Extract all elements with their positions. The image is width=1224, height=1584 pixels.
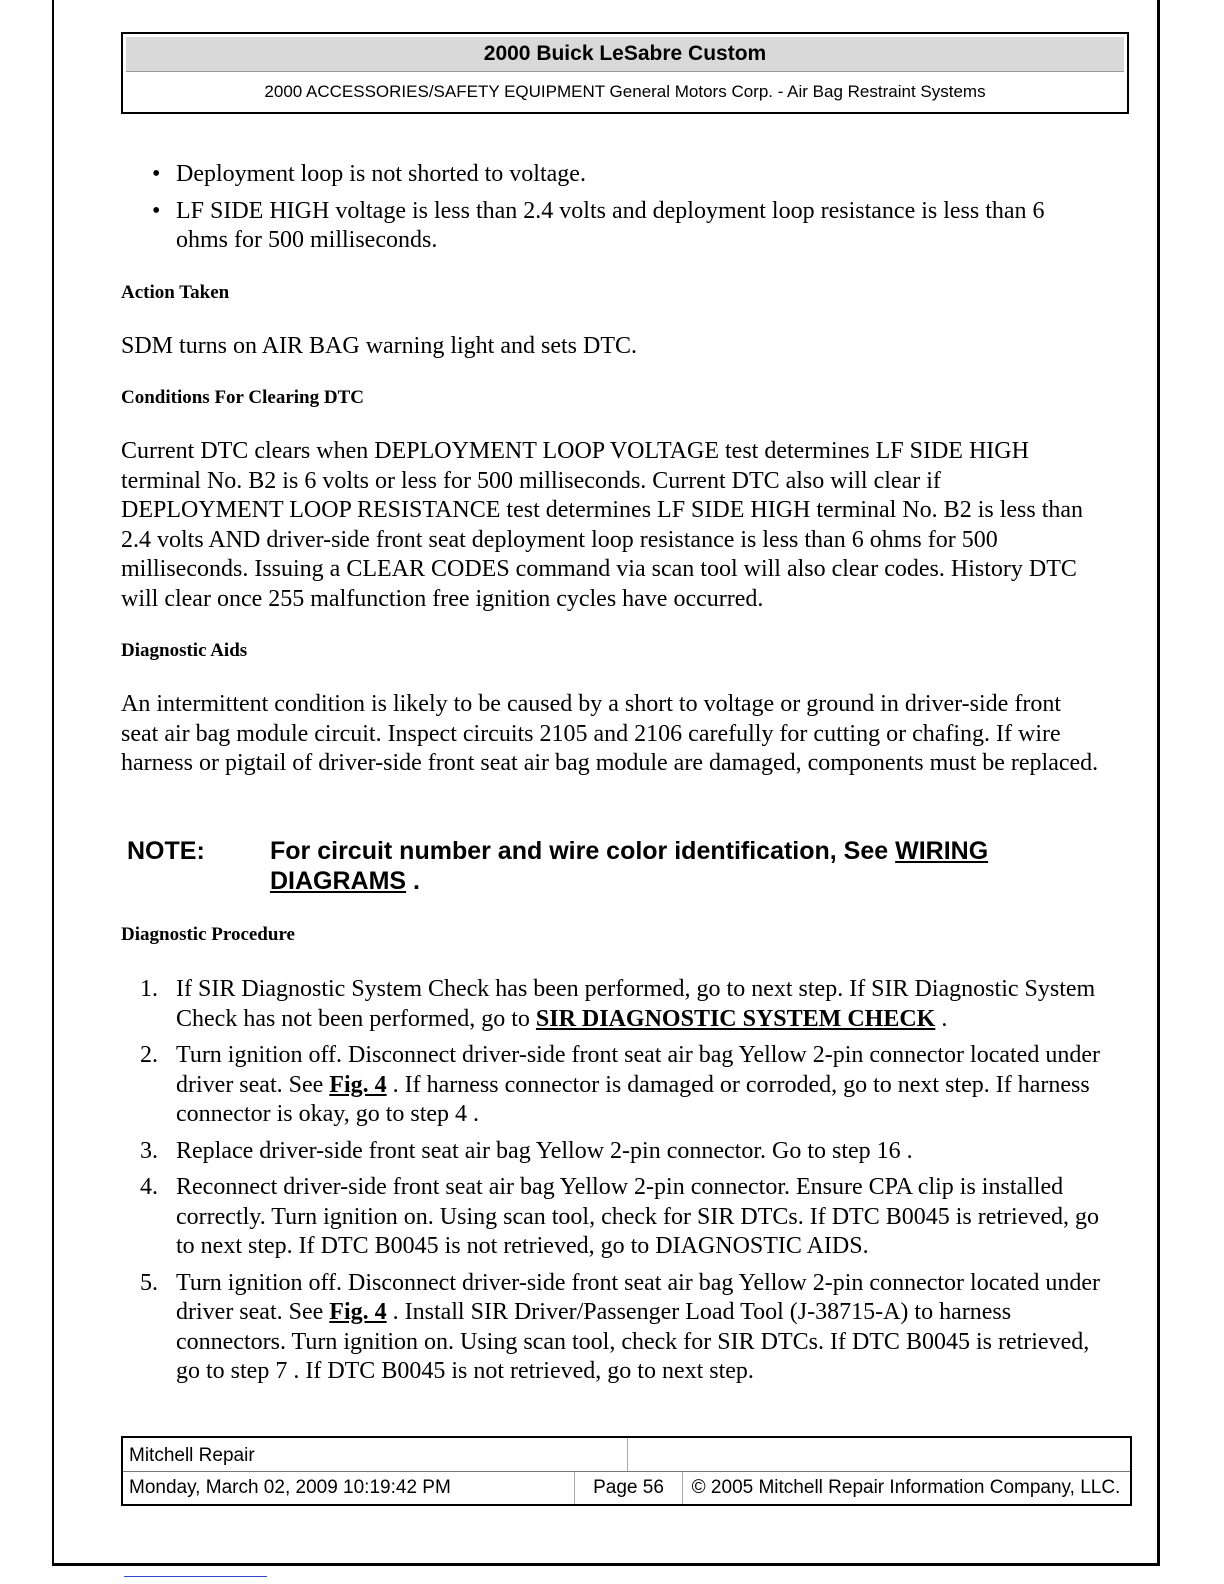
footer-source: Mitchell Repair (123, 1438, 628, 1471)
step-number: 5. (140, 1269, 158, 1296)
main-content (121, 160, 1101, 779)
step-number: 3. (140, 1137, 158, 1164)
list-item (140, 975, 1101, 1034)
page-border-right (1157, 0, 1160, 1566)
list-item (140, 1137, 1101, 1167)
page-footer (121, 1436, 1132, 1506)
document-subtitle: 2000 ACCESSORIES/SAFETY EQUIPMENT General Motors Corp. - Air Bag Restraint Systems (264, 81, 986, 101)
step-text: If SIR Diagnostic System Check has been performed, go to next step. If SIR Diagnostic System Check has not been performed, go to (176, 976, 1096, 1032)
note-body: For circuit number and wire color identification, See (270, 837, 896, 865)
action-taken-heading: Action Taken (121, 281, 230, 303)
page-border-bottom (52, 1563, 1160, 1566)
list-item: • LF SIDE HIGH voltage is less than 2.4 volts and deployment loop resistance is less than 6 ohms for 500 milliseconds. (176, 197, 1101, 256)
document-title: 2000 Buick LeSabre Custom (126, 37, 1124, 72)
note-text (270, 836, 1090, 896)
list-item (140, 1173, 1101, 1262)
step-number: 4. (140, 1174, 158, 1200)
procedure-section (121, 923, 1101, 1394)
note-suffix: . (406, 867, 421, 895)
clearing-text: Current DTC clears when DEPLOYMENT LOOP VOLTAGE test determines LF SIDE HIGH terminal No. B2 is 6 volts or less for 500 milliseconds. Current DTC also will clear if DEPLOYMENT LOOP RESISTANCE test determines LF SIDE HIGH terminal No. B2 is less than 2.4 volts AND driver-side front seat deployment loop resistance is less than 6 ohms for 500 milliseconds. Issuing a CLEAR CODES command via scan tool will also clear codes. History DTC will clear once 255 malfunction free ignition cycles have occurred. (121, 438, 1084, 612)
diagnostic-aids-heading: Diagnostic Aids (121, 640, 248, 661)
list-item (140, 1269, 1101, 1387)
fig-4-link[interactable]: Fig. 4 (329, 1299, 387, 1325)
footer-row (123, 1438, 1130, 1472)
step-text: Turn ignition off. Disconnect driver-side front seat air bag Yellow 2-pin connector located under driver seat. See (176, 1269, 1100, 1325)
action-taken-text: SDM turns on AIR BAG warning light and sets DTC. (121, 332, 637, 359)
page-border-left (52, 0, 54, 1566)
note-label: NOTE: (127, 837, 205, 865)
list-item (140, 1041, 1101, 1130)
document-header (121, 32, 1129, 114)
step-number: 1. (140, 976, 158, 1002)
procedure-steps (121, 975, 1101, 1387)
step-text: Replace driver-side front seat air bag Yellow 2-pin connector. Go to step 16 . (176, 1137, 913, 1164)
step-text-end: . Install SIR Driver/Passenger Load Tool (J-38715-A) to harness connectors. Turn ignition on. Using scan tool, check for SIR DTCs. If DTC B0045 is retrieved, go to step 7 . If DTC B0045 is not retrieved, go to next step. (176, 1299, 1090, 1384)
procedure-heading: Diagnostic Procedure (121, 924, 295, 945)
footer-page-number: Page 56 (575, 1472, 683, 1504)
condition-bullets (121, 160, 1101, 256)
clearing-heading: Conditions For Clearing DTC (121, 387, 364, 408)
list-item: • Deployment loop is not shorted to voltage. (176, 160, 1101, 190)
wiring-diagrams-link[interactable]: WIRING DIAGRAMS (270, 837, 989, 895)
step-number: 2. (140, 1042, 158, 1068)
step-text: Turn ignition off. Disconnect driver-side front seat air bag Yellow 2-pin connector located under driver seat. See (176, 1042, 1100, 1098)
fig-4-link[interactable]: Fig. 4 (329, 1071, 387, 1098)
footer-date: Monday, March 02, 2009 10:19:42 PM (123, 1472, 575, 1504)
footer-copyright: © 2005 Mitchell Repair Information Company, LLC. (691, 1477, 1121, 1498)
step-text-end: . If harness connector is damaged or corroded, go to next step. If harness connector is okay, go to step 4 . (176, 1071, 1090, 1127)
sir-diagnostic-check-link[interactable]: SIR DIAGNOSTIC SYSTEM CHECK (535, 1005, 936, 1032)
step-text-end: . (935, 1005, 948, 1032)
bottom-link-underline (124, 1576, 267, 1577)
step-text: Reconnect driver-side front seat air bag Yellow 2-pin connector. Ensure CPA clip is installed correctly. Turn ignition on. Using scan tool, check for SIR DTCs. If DTC B0045 is retrieved, go to next step. If DTC B0045 is not retrieved, go to DIAGNOSTIC AIDS. (176, 1174, 1099, 1259)
diagnostic-aids-text: An intermittent condition is likely to be caused by a short to voltage or ground in driver-side front seat air bag module circuit. Inspect circuits 2105 and 2106 carefully for cutting or chafing. If wire harness or pigtail of driver-side front seat air bag module are damaged, components must be replaced. (121, 691, 1099, 776)
